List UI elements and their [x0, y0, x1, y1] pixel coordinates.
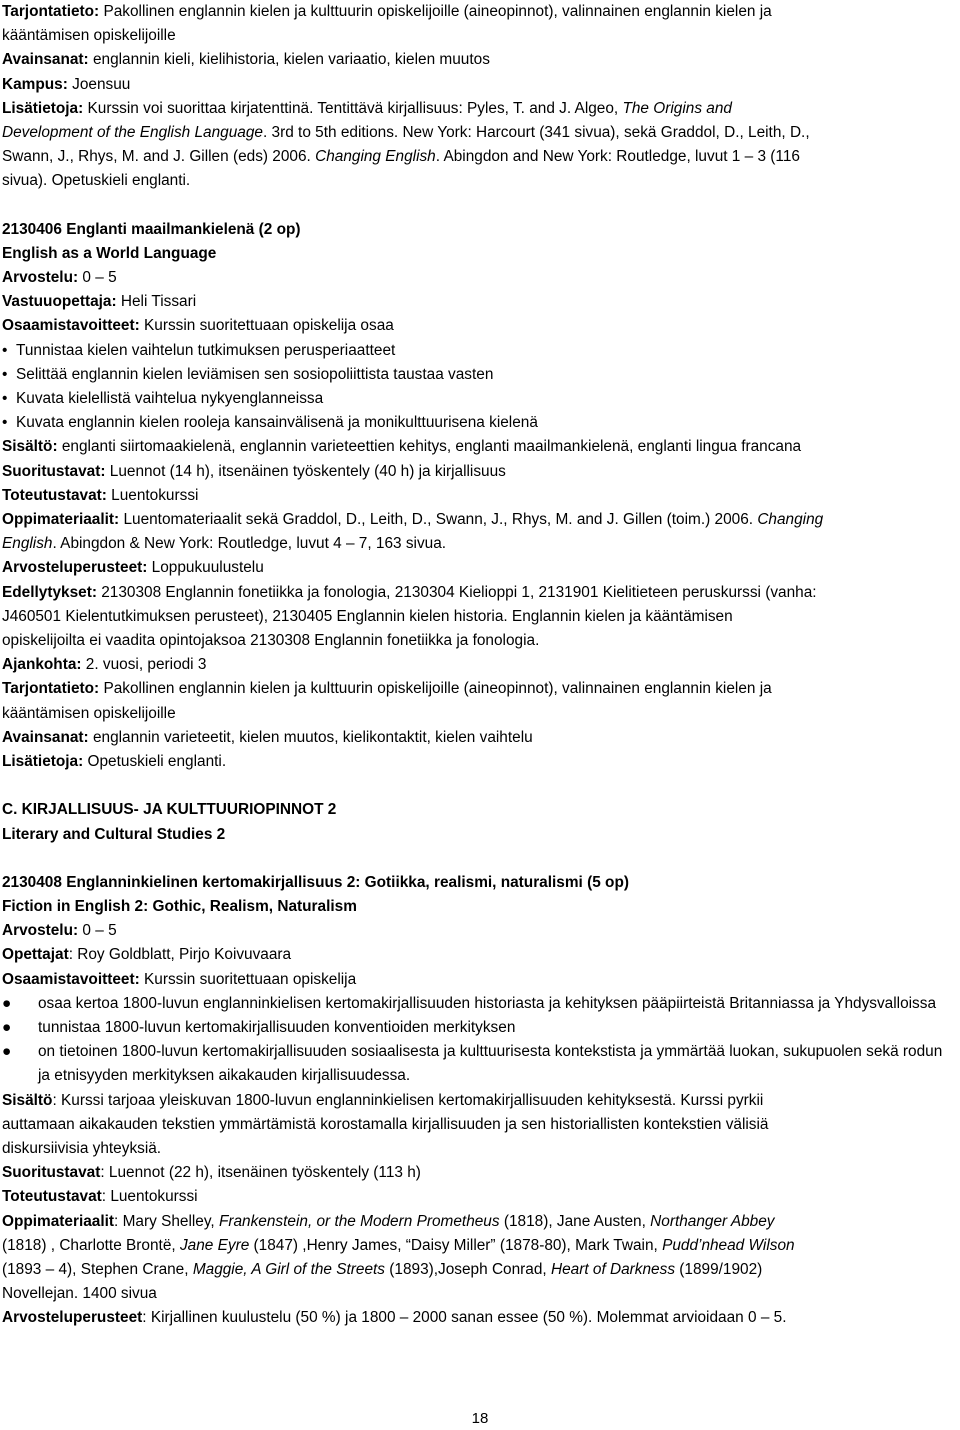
oppimateriaalit-line-4: Novellejan. 1400 sivua	[2, 1285, 157, 1303]
oppimateriaalit-line-2: English. Abingdon & New York: Routledge, luvut 4 – 7, 163 sivua.	[2, 535, 447, 553]
list-item: • Selittää englannin kielen leviämisen sen sosiopoliittista taustaa vasten	[2, 365, 494, 383]
oppimateriaalit-line-2: (1818) , Charlotte Brontë, Jane Eyre (1847) ,Henry James, “Daisy Miller” (1878-80), Mark Twain, Pudd’nhead Wilson	[2, 1236, 795, 1254]
avainsanat-line: Avainsanat: englannin varieteetit, kielen muutos, kielikontaktit, kielen vaihtelu	[2, 728, 533, 746]
vastuuopettaja-line: Vastuuopettaja: Heli Tissari	[2, 293, 197, 311]
spacer	[2, 774, 954, 798]
suoritustavat-line: Suoritustavat: Luennot (22 h), itsenäinen työskentely (113 h)	[2, 1164, 421, 1182]
list-item: • Kuvata englannin kielen rooleja kansainvälisenä ja monikulttuurisena kielenä	[2, 414, 538, 432]
edellytykset-line-1: Edellytykset: 2130308 Englannin fonetiikka ja fonologia, 2130304 Kielioppi 1, 2131901 Kielitieteen peruskurssi (vanha:	[2, 583, 817, 601]
spacer	[2, 194, 954, 218]
oppimateriaalit-line-1: Oppimateriaalit: Luentomateriaalit sekä Graddol, D., Leith, D., Swann, J., Rhys, M. and J. Gillen (toim.) 2006. Changing	[2, 511, 824, 529]
course-title: 2130408 Englanninkielinen kertomakirjallisuus 2: Gotiikka, realismi, naturalismi (5 op)	[2, 873, 629, 891]
course-subtitle: Fiction in English 2: Gothic, Realism, Naturalism	[2, 897, 357, 915]
page-content	[2, 0, 954, 1331]
list-item: • Tunnistaa kielen vaihtelun tutkimuksen perusperiaatteet	[2, 341, 396, 359]
oppimateriaalit-line-1: Oppimateriaalit: Mary Shelley, Frankenstein, or the Modern Prometheus (1818), Jane Austen, Northanger Abbey	[2, 1212, 775, 1230]
section-title: C. KIRJALLISUUS- JA KULTTUURIOPINNOT 2	[2, 801, 337, 819]
lisatietoja-line-2: Development of the English Language. 3rd to 5th editions. New York: Harcourt (341 sivua), sekä Graddol, D., Leith, D.,	[2, 124, 810, 142]
oppimateriaalit-line-3: (1893 – 4), Stephen Crane, Maggie, A Girl of the Streets (1893),Joseph Conrad, Heart of Darkness (1899/1902)	[2, 1260, 763, 1278]
edellytykset-line-3: opiskelijoilta ei vaadita opintojaksoa 2130308 Englannin fonetiikka ja fonologia.	[2, 632, 540, 650]
tarjontatieto-line-2: kääntämisen opiskelijoille	[2, 704, 176, 722]
ajankohta-line: Ajankohta: 2. vuosi, periodi 3	[2, 656, 207, 674]
arvostelu-line: Arvostelu: 0 – 5	[2, 269, 117, 287]
toteutustavat-line: Toteutustavat: Luentokurssi	[2, 1188, 198, 1206]
tarjontatieto-line-1: Tarjontatieto: Pakollinen englannin kielen ja kulttuurin opiskelijoille (aineopinnot), valinnainen englannin kielen ja	[2, 680, 772, 698]
course-subtitle: English as a World Language	[2, 244, 217, 262]
sisalto-line-2: auttamaan aikakauden tekstien ymmärtämistä korostamalla kirjallisuuden ja sen historiallisten kontekstien välisiä	[2, 1115, 769, 1133]
osaamistavoitteet-line: Osaamistavoitteet: Kurssin suoritettuaan opiskelija osaa	[2, 317, 394, 335]
page-number: 18	[471, 1410, 489, 1427]
suoritustavat-line: Suoritustavat: Luennot (14 h), itsenäinen työskentely (40 h) ja kirjallisuus	[2, 462, 506, 480]
lisatietoja-line-4: sivua). Opetuskieli englanti.	[2, 172, 191, 190]
avainsanat-line: Avainsanat: englannin kieli, kielihistoria, kielen variaatio, kielen muutos	[2, 51, 490, 69]
edellytykset-line-2: J460501 Kielentutkimuksen perusteet), 2130405 Englannin kielen historia. Englannin kielen ja kääntämisen	[2, 607, 733, 625]
list-item: ● osaa kertoa 1800-luvun englanninkielisen kertomakirjallisuuden historiasta ja kehityksen pääpiirteistä Britanniassa ja Yhdysvalloissa	[2, 994, 937, 1012]
opettajat-line: Opettajat: Roy Goldblatt, Pirjo Koivuvaara	[2, 946, 292, 964]
course-title: 2130406 Englanti maailmankielenä (2 op)	[2, 220, 301, 238]
sisalto-line-3: diskursiivisia yhteyksiä.	[2, 1139, 162, 1157]
tarjonta-line-2: kääntämisen opiskelijoille	[2, 27, 176, 45]
toteutustavat-line: Toteutustavat: Luentokurssi	[2, 486, 199, 504]
lisatietoja-line-1: Lisätietoja: Kurssin voi suorittaa kirjatenttinä. Tentittävä kirjallisuus: Pyles, T. and J. Algeo, The Origins and	[2, 99, 732, 117]
osaamistavoitteet-line: Osaamistavoitteet: Kurssin suoritettuaan opiskelija	[2, 970, 357, 988]
lisatietoja-line: Lisätietoja: Opetuskieli englanti.	[2, 753, 227, 771]
lisatietoja-line-3: Swann, J., Rhys, M. and J. Gillen (eds) 2006. Changing English. Abingdon and New York: Routledge, luvut 1 – 3 (116	[2, 148, 800, 166]
list-item: ● on tietoinen 1800-luvun kertomakirjallisuuden sosiaalisesta ja kulttuurisesta kontekstista ja ymmärtää luokan, sukupuolen sekä rodun ja etnisyyden merkityksen aikakauden kirjallisuudessa.	[2, 1043, 943, 1085]
arvosteluperusteet-line: Arvosteluperusteet: Loppukuulustelu	[2, 559, 264, 577]
section-subtitle: Literary and Cultural Studies 2	[2, 825, 226, 843]
sisalto-line-1: Sisältö: Kurssi tarjoaa yleiskuvan 1800-luvun englanninkielisen kertomakirjallisuuden kehityksestä. Kurssi pyrkii	[2, 1091, 764, 1109]
arvosteluperusteet-line: Arvosteluperusteet: Kirjallinen kuulustelu (50 %) ja 1800 – 2000 sanan essee (50 %). Molemmat arvioidaan 0 – 5.	[2, 1309, 787, 1327]
sisalto-line: Sisältö: englanti siirtomaakielenä, englannin varieteettien kehitys, englanti maailmankielenä, englanti lingua francana	[2, 438, 802, 456]
arvostelu-line: Arvostelu: 0 – 5	[2, 922, 117, 940]
tarjonta-line-1: Tarjontatieto: Pakollinen englannin kielen ja kulttuurin opiskelijoille (aineopinnot), valinnainen englannin kielen ja	[2, 3, 772, 20]
spacer	[2, 847, 954, 871]
list-item: • Kuvata kielellistä vaihtelua nykyenglanneissa	[2, 390, 324, 408]
list-item: ● tunnistaa 1800-luvun kertomakirjallisuuden konventioiden merkityksen	[2, 1018, 516, 1036]
kampus-line: Kampus: Joensuu	[2, 75, 131, 93]
